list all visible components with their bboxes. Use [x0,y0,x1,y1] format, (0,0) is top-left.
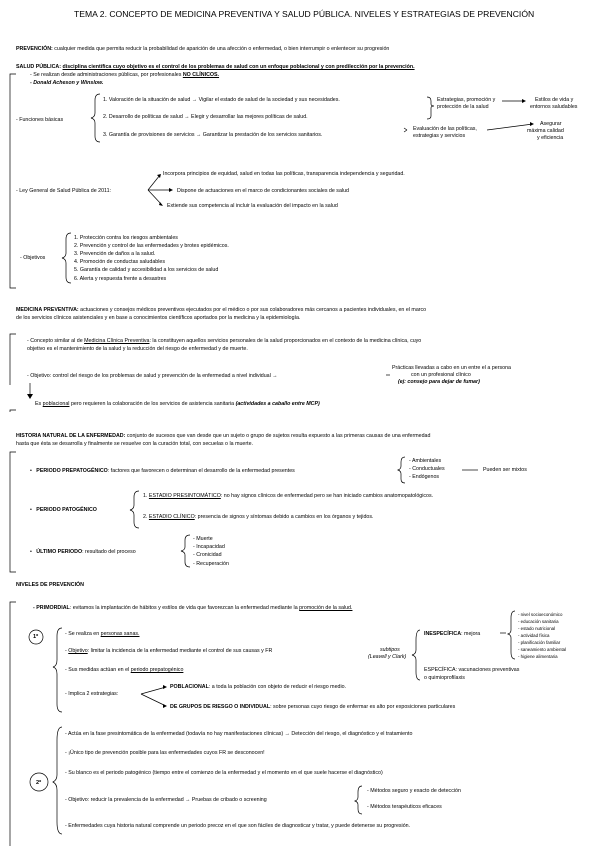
especifica-2: o quimioprofilaxis [424,675,465,681]
inesp-item-6: - saneamiento ambiental [518,647,567,652]
p1-a-pre: - Se realiza en [65,631,100,637]
funciones-label: - Funciones básicas [16,117,64,123]
estadio-1-text: : no hay signos clínicos de enfermedad pero se han iniciado cambios anatomopatológicos. [220,493,434,499]
sp-bullet-1-emph: NO CLÍNICOS. [182,72,220,78]
objetivo-3: 3. Prevención de daños a la salud. [74,251,156,257]
f3-outcome-3: y eficiencia [537,135,564,141]
es-post: pero requieren la colaboración de los servicios de asistencia sanitaria [70,401,235,407]
inesp-item-5: - planificación familiar [518,640,561,645]
f3-outcome-2: máxima calidad [527,128,564,134]
f12-outcome-1: Estilos de vida y [535,97,574,103]
primordial-term: promoción de la salud. [299,605,353,611]
p1-a-term: personas sanas. [100,631,140,637]
p1-b-term: Objetivo [68,648,88,654]
primordial-text: : evitamos la implantación de hábitos y estilos de vida que favorezcan la enfermedad mediante la [69,605,298,611]
ultimo-text: : resultado del proceso [82,549,136,555]
metodo-2: - Métodos terapéuticos eficaces [367,804,442,810]
funcion-3: 3. Garantía de provisiones de servicios → Garantizar la prestación de los servicios sanitarios. [103,132,323,138]
grupos-riesgo-label: DE GRUPOS DE RIESGO O INDIVIDUAL [170,704,271,710]
p1-b-text: : limitar la incidencia de la enfermedad mediante el control de sus causas y FR [87,648,273,654]
objetivo-6: 6. Alerta y respuesta frente a desastres [74,276,167,282]
p2-line-e: - Enfermedades cuya historia natural comprende un periodo precoz en el que son fáciles de diagnosticar y tratar, y puede detenerse su progresión. [65,823,411,829]
subtipos-1: subtipos [380,647,400,653]
historia-line-2: hasta que ésta se desarrolla y finalmente se resuelve con la curación total, con secuelas o la muerte. [16,441,254,447]
es-italic: (actividades a caballo entre MCP) [235,401,320,407]
mp-objetivo: - Objetivo: control del riesgo de los problemas de salud y prevención de la enfermedad a nivel individual → [27,373,278,379]
nivel-2-label: 2º [36,780,42,786]
historia-label: HISTORIA NATURAL DE LA ENFERMEDAD: [16,433,126,439]
grupos-riesgo-text: : sobre personas cuyo riesgo de enfermar es alto por exposiciones particulares [270,704,456,710]
objetivo-1: 1. Protección contra los riesgos ambientales [74,235,178,241]
objetivo-2: 2. Prevención y control de las enfermedades y brotes epidémicos. [74,243,229,249]
inespecifica-label: INESPECÍFICA [424,631,462,637]
prevencion-label: PREVENCIÓN: [16,46,53,52]
resultado-3: - Cronicidad [193,552,222,558]
p2-line-a: - Actúa en la fase presintomática de la enfermedad (todavía no hay manifestaciones clínicas) → Detección del riesgo, el diagnóstico y el tratamiento [65,731,413,737]
factor-1: - Ambientales [409,458,442,464]
resultado-4: - Recuperación [193,561,229,567]
concepto-post: : la constituyen aquellos servicios personales de la salud proporcionados en el contexto de la medicina clínica, cuyo [149,338,422,344]
estadio-1-num: 1. [143,493,148,499]
es-pre: Es [35,401,42,407]
f12-result-1: Estrategias, promoción y [437,97,496,103]
poblacional-label: POBLACIONAL [170,684,209,690]
practicas-1: Prácticas llevadas a cabo en un entre el a persona [392,365,511,371]
practicas-2: con un profesional clínico [411,372,471,378]
niveles-label: NIVELES DE PREVENCIÓN [16,582,84,588]
ley-item-1: Incorpora principios de equidad, salud en todas las políticas, transparencia independencia y seguridad. [163,171,405,177]
subtipos-2: (Leavell y Clark) [368,654,407,660]
poblacional-text: : a toda la población con objeto de reducir el riesgo medio. [208,684,347,690]
p1-line-d: - Implica 2 estrategias: [65,691,119,697]
inesp-item-2: - educación sanitaria [518,619,559,624]
bullet-icon: • [30,549,32,555]
f3-result-2: estrategias y servicios [413,133,466,139]
medicina-preventiva-text-1: actuaciones y consejos médicos preventivos ejecutados por el médico o por sus colaboradores más cercanos a pacientes individuales, en el marco [80,307,427,313]
estadio-2-num: 2. [143,514,148,520]
estadio-1-label: ESTADIO PRESINTOMÁTICO [148,493,221,499]
prepatogenico-text: : factores que favorecen o determinan el desarrollo de la enfermedad presentes [107,468,295,474]
concepto-line-2: objetivo es el mantenimiento de la salud y la reducción del riesgo de enfermedad y de muerte. [27,346,248,352]
prevencion-text: cualquier medida que permita reducir la probabilidad de aparición de una afección o enfermedad, o bien interrumpir o enlentecer su progresión [54,46,390,52]
p2-line-d: - Objetivo: reducir la prevalencia de la enfermedad → Pruebas de cribado o screening [65,797,267,803]
ultimo-label: ÚLTIMO PERIODO [36,549,83,555]
objetivos-label: - Objetivos [20,255,46,261]
factor-3: - Endógenos [409,474,440,480]
ley-label: - Ley General de Salud Pública de 2011: [16,188,112,194]
inesp-item-7: - higiene alimentaria [518,654,558,659]
inesp-item-4: - actividad física [518,633,550,638]
sp-bullet-1-text: - Se realizan desde administraciones públicas, por profesionales [30,72,182,78]
concepto-term: Medicina Clínica Preventiva [84,338,150,344]
p1-c-pre: - Sus medidas actúan en el [65,667,130,673]
factor-2: - Conductuales [409,466,445,472]
bullet-icon: • [30,507,32,513]
objetivo-4: 4. Promoción de conductas saludables [74,259,165,265]
inesp-item-1: - nivel socioeconómico [518,612,563,617]
ley-item-3: Extiende sus competencia al incluir la evaluación del impacto en la salud [167,203,338,209]
funcion-1: 1. Valoración de la situación de salud → Vigilar el estado de salud de la sociedad y sus necesidades. [103,97,340,103]
practicas-3: (ej: consejo para dejar de fumar) [398,379,480,385]
funcion-2: 2. Desarrollo de políticas de salud → Elegir y desarrollar las mejores políticas de salud. [103,114,308,120]
patogenico-label: PERIODO PATOGÉNICO [36,507,97,513]
resultado-2: - Incapacidad [193,544,225,550]
ley-item-2: Dispone de actuaciones en el marco de condicionantes sociales de salud [177,188,349,194]
objetivo-5: 5. Garantía de calidad y accesibilidad a los servicios de salud [74,267,219,273]
prepatogenico-label: PERIODO PREPATOGÉNICO [36,468,108,474]
metodo-1: - Métodos seguro y exacto de detección [367,788,461,794]
salud-publica-label: SALUD PÚBLICA: [16,64,62,70]
nivel-1-label: 1º [33,634,39,640]
p2-line-c: - Su blanco es el periodo patogénico (tiempo entre el comienzo de la enfermedad y el momento en el que suele hacerse el diagnóstico) [65,770,383,776]
especifica-1: ESPECÍFICA: vacunaciones preventivas [424,667,520,673]
p1-c-term: periodo prepatogénico [130,667,184,673]
concepto-pre: - Concepto similar al de [27,338,83,344]
f12-outcome-2: entornos saludables [530,104,578,110]
estadio-2-text: : presencia de signos y síntomas debido a cambios en los órganos y tejidos. [194,514,374,520]
resultado-1: - Muerte [193,536,213,542]
p2-line-b: - ¡Único tipo de prevención posible para las enfermedades cuyos FR se desconocen! [65,750,265,756]
inespecifica-text: : mejora [461,631,481,637]
salud-publica-text: disciplina científica cuyo objetivo es el control de los problemas de salud con un enfoque poblacional y con predilección por la prevención. [62,64,415,70]
bullet-icon: • [30,468,32,474]
mixtos-note: Pueden ser mixtos [483,467,527,473]
medicina-preventiva-line-2: de los servicios clínicos asistenciales y en base a conocimientos científicos aportados por la medicina y la epidemiología. [16,315,301,321]
page-title: TEMA 2. CONCEPTO DE MEDICINA PREVENTIVA Y SALUD PÚBLICA. NIVELES Y ESTRATEGIAS DE PREVENCIÓN [74,9,535,19]
estadio-2-label: ESTADIO CLÍNICO [148,514,195,520]
historia-text-1: conjunto de sucesos que van desde que un sujeto o grupo de sujetos resulta expuesto a las primeras causas de una enfermedad [126,433,431,439]
medicina-preventiva-label: MEDICINA PREVENTIVA: [16,307,79,313]
f3-outcome-1: Asegurar [540,121,562,127]
f3-result-1: Evaluación de las políticas, [413,126,477,132]
f12-result-2: protección de la salud [437,104,489,110]
p1-b-pre: - [65,648,67,654]
sp-bullet-2: - Donald Acheson y Winslow. [30,80,104,86]
es-term: poblacional [42,401,70,407]
inesp-item-3: - estado nutricional [518,626,556,631]
primordial-label: - PRIMORDIAL [33,605,70,611]
